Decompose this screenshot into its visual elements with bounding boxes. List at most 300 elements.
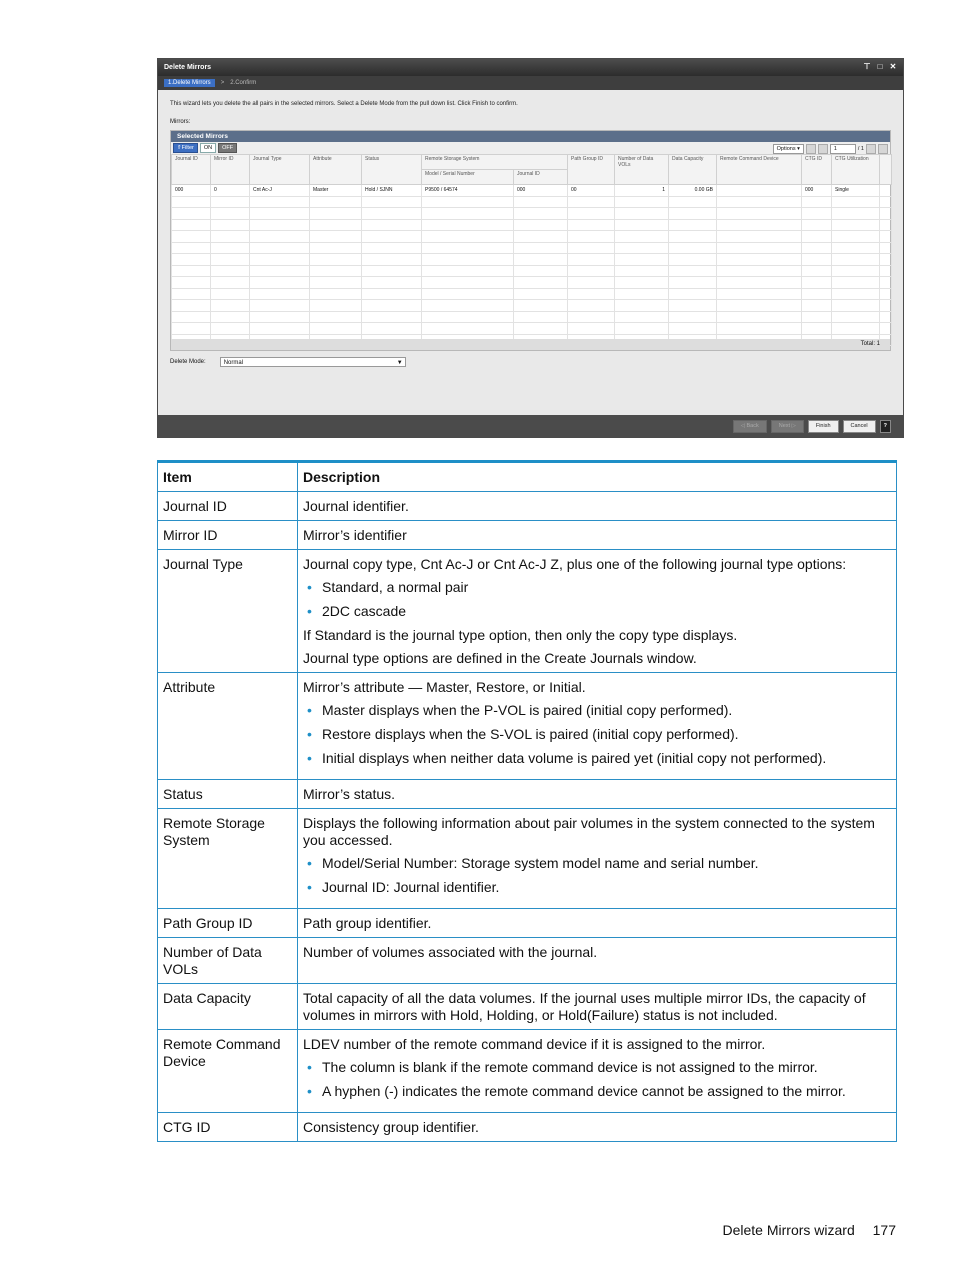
back-button[interactable]: ◁ Back [733, 420, 767, 433]
cell [880, 265, 892, 277]
cell [802, 219, 832, 231]
cell: 0.00 GB [669, 185, 717, 197]
cell [422, 288, 514, 300]
cell [615, 196, 669, 208]
step-confirm: 2.Confirm [230, 80, 257, 86]
cell [250, 277, 310, 289]
cell [568, 300, 615, 312]
cell [514, 265, 568, 277]
cell [880, 311, 892, 323]
list-item: • Journal ID: Journal identifier. [303, 879, 891, 896]
cell [362, 311, 422, 323]
cell [310, 231, 362, 243]
list-item: • Model/Serial Number: Storage system model name and serial number. [303, 855, 891, 872]
cell [362, 196, 422, 208]
cell [362, 277, 422, 289]
cell [250, 288, 310, 300]
description-cell [298, 673, 897, 780]
cell [717, 265, 802, 277]
cell [669, 219, 717, 231]
cell [362, 254, 422, 266]
description-text: Journal identifier. [303, 498, 409, 514]
col-remote-command-device[interactable]: Remote Command Device [717, 155, 802, 185]
cell: 0 [211, 185, 250, 197]
cell [422, 254, 514, 266]
cell [422, 219, 514, 231]
description-text: Journal type options are defined in the Create Journals window. [303, 650, 697, 666]
cell [310, 242, 362, 254]
cell [310, 300, 362, 312]
empty-row [172, 196, 892, 208]
table-row [158, 521, 897, 550]
cell [717, 277, 802, 289]
table-row [158, 492, 897, 521]
item-description-table [157, 460, 897, 1142]
cell [802, 265, 832, 277]
next-page-icon[interactable] [866, 144, 876, 154]
empty-row [172, 265, 892, 277]
wizard-steps [158, 76, 903, 90]
cell [310, 254, 362, 266]
cell [568, 311, 615, 323]
cell [669, 242, 717, 254]
empty-row [172, 208, 892, 220]
description-text: Consistency group identifier. [303, 1119, 479, 1135]
cell [880, 323, 892, 335]
description-text: Journal copy type, Cnt Ac-J or Cnt Ac-J Z, plus one of the following journal type options: [303, 556, 847, 572]
cell [802, 311, 832, 323]
cell [568, 196, 615, 208]
cell [802, 323, 832, 335]
cell [362, 219, 422, 231]
description-text: LDEV number of the remote command device if it is assigned to the mirror. [303, 1036, 766, 1052]
cell [310, 323, 362, 335]
cell [362, 323, 422, 335]
cell [615, 300, 669, 312]
cell [832, 208, 880, 220]
list-item: • Master displays when the P-VOL is paired (initial copy performed). [303, 702, 891, 719]
description-text: If Standard is the journal type option, then only the copy type displays. [303, 627, 738, 643]
delete-mirrors-window [157, 58, 904, 438]
cell [880, 277, 892, 289]
options-button[interactable]: Options ▾ [773, 144, 804, 154]
empty-row [172, 311, 892, 323]
step-delete-mirrors: 1.Delete Mirrors [164, 79, 215, 87]
cell [832, 277, 880, 289]
cell [880, 300, 892, 312]
col-status[interactable]: Status [362, 155, 422, 185]
cell [669, 265, 717, 277]
page-footer [709, 1222, 897, 1238]
list-item: • The column is blank if the remote command device is not assigned to the mirror. [303, 1059, 891, 1076]
cell [717, 185, 802, 197]
description-cell [298, 909, 897, 938]
cell [422, 242, 514, 254]
item-cell: Status [158, 780, 298, 809]
page-number: 177 [872, 1222, 896, 1238]
col-data-capacity[interactable]: Data Capacity [669, 155, 717, 185]
cell [802, 277, 832, 289]
cell [568, 265, 615, 277]
cell [880, 242, 892, 254]
description-cell [298, 938, 897, 984]
cell [832, 323, 880, 335]
cell [514, 208, 568, 220]
empty-row [172, 300, 892, 312]
step-separator: > [220, 80, 225, 86]
cell [802, 231, 832, 243]
item-cell: Journal Type [158, 550, 298, 673]
cell [717, 288, 802, 300]
cell [362, 242, 422, 254]
table-row [158, 550, 897, 673]
bullet-list [303, 702, 891, 767]
cell [669, 254, 717, 266]
cell [514, 231, 568, 243]
cell [362, 208, 422, 220]
description-text: Mirror’s status. [303, 786, 396, 802]
cell [172, 254, 211, 266]
cell [310, 288, 362, 300]
description-cell [298, 780, 897, 809]
bullet-list [303, 1059, 891, 1100]
cell: Hold / SJNN [362, 185, 422, 197]
cell [211, 288, 250, 300]
col-ctg-id[interactable]: CTG ID [802, 155, 832, 185]
cell [832, 254, 880, 266]
finish-button[interactable]: Finish [808, 420, 839, 433]
table-row [158, 780, 897, 809]
cell: 000 [172, 185, 211, 197]
page-total: / 1 [857, 146, 864, 152]
cell [514, 242, 568, 254]
cell [172, 208, 211, 220]
col-path-group-id[interactable]: Path Group ID [568, 155, 615, 185]
cell [250, 311, 310, 323]
item-cell: Mirror ID [158, 521, 298, 550]
col-attribute[interactable]: Attribute [310, 155, 362, 185]
cell [669, 323, 717, 335]
cell [802, 288, 832, 300]
cell [832, 231, 880, 243]
cell [568, 288, 615, 300]
cell: Single [832, 185, 880, 197]
description-cell [298, 550, 897, 673]
cell [172, 219, 211, 231]
cell [250, 323, 310, 335]
cell [514, 311, 568, 323]
help-button[interactable]: ? [880, 420, 891, 433]
window-titlebar [158, 59, 903, 76]
cell [172, 196, 211, 208]
col-remote-storage-system: Remote Storage System [422, 155, 568, 170]
cell [615, 219, 669, 231]
cell [250, 300, 310, 312]
cell: P9500 / 64574 [422, 185, 514, 197]
list-item: • A hyphen (-) indicates the remote command device cannot be assigned to the mirror. [303, 1083, 891, 1100]
cell: 000 [802, 185, 832, 197]
cell [211, 219, 250, 231]
cell [362, 231, 422, 243]
cell [422, 311, 514, 323]
description-cell [298, 1030, 897, 1113]
cell [615, 311, 669, 323]
cell [514, 277, 568, 289]
item-cell: Attribute [158, 673, 298, 780]
empty-rows [172, 196, 892, 346]
cell [802, 254, 832, 266]
cell [669, 231, 717, 243]
cell [211, 323, 250, 335]
table-row [158, 909, 897, 938]
cell [880, 254, 892, 266]
cell [802, 300, 832, 312]
filter-on-toggle[interactable]: ON [200, 143, 216, 153]
item-cell: CTG ID [158, 1113, 298, 1142]
cell [717, 254, 802, 266]
cell [832, 242, 880, 254]
col-journal-id[interactable]: Journal ID [172, 155, 211, 185]
description-cell [298, 521, 897, 550]
cell [422, 231, 514, 243]
cell [422, 300, 514, 312]
cell [880, 231, 892, 243]
cell [568, 242, 615, 254]
page-input[interactable]: 1 [830, 144, 856, 154]
close-icon[interactable]: ✕ [889, 62, 897, 71]
description-text: Mirror’s attribute — Master, Restore, or Initial. [303, 679, 586, 695]
cell [422, 277, 514, 289]
delete-mode-label: Delete Mode: [170, 359, 206, 365]
bullet-list [303, 579, 891, 620]
cell [211, 208, 250, 220]
cell [310, 219, 362, 231]
cell [669, 288, 717, 300]
list-item: • 2DC cascade [303, 603, 891, 620]
cell [568, 323, 615, 335]
table-row [158, 809, 897, 909]
cell [310, 277, 362, 289]
cell [717, 219, 802, 231]
cell [422, 208, 514, 220]
last-page-icon[interactable] [878, 144, 888, 154]
cell [717, 311, 802, 323]
cell [615, 323, 669, 335]
col-mirror-id[interactable]: Mirror ID [211, 155, 250, 185]
cell [250, 208, 310, 220]
delete-mode-value: Normal [223, 360, 244, 366]
cell [211, 265, 250, 277]
cell [514, 219, 568, 231]
cell [832, 196, 880, 208]
cell [514, 196, 568, 208]
cell [514, 254, 568, 266]
cell [615, 208, 669, 220]
cell [568, 231, 615, 243]
cell [568, 208, 615, 220]
cell [250, 219, 310, 231]
col-number-of-data-vols[interactable]: Number of Data VOLs [615, 155, 669, 185]
cell [832, 311, 880, 323]
col-journal-type[interactable]: Journal Type [250, 155, 310, 185]
description-cell [298, 1113, 897, 1142]
cell [172, 277, 211, 289]
cell [615, 288, 669, 300]
cell [669, 311, 717, 323]
cell [615, 242, 669, 254]
bullet-list [303, 855, 891, 896]
description-cell [298, 984, 897, 1030]
chevron-down-icon: ▼ [396, 360, 403, 366]
cell [172, 323, 211, 335]
description-header: Description [298, 462, 897, 492]
table-row [158, 1030, 897, 1113]
cell [880, 219, 892, 231]
cell [172, 231, 211, 243]
delete-mode-select[interactable] [220, 357, 406, 367]
cell [615, 265, 669, 277]
description-cell [298, 809, 897, 909]
mirrors-grid [171, 154, 892, 346]
item-cell: Number of Data VOLs [158, 938, 298, 984]
description-text: Number of volumes associated with the journal. [303, 944, 598, 960]
list-item: • Initial displays when neither data volume is paired yet (initial copy not performed). [303, 750, 891, 767]
item-cell: Remote Command Device [158, 1030, 298, 1113]
cell [802, 196, 832, 208]
table-row [158, 673, 897, 780]
empty-row [172, 219, 892, 231]
cell [211, 300, 250, 312]
description-text: Path group identifier. [303, 915, 432, 931]
cell [514, 288, 568, 300]
cell [422, 265, 514, 277]
cell [362, 300, 422, 312]
item-cell: Path Group ID [158, 909, 298, 938]
pager [773, 144, 888, 154]
cell [669, 196, 717, 208]
empty-row [172, 277, 892, 289]
cell [717, 300, 802, 312]
cell [172, 311, 211, 323]
cell [250, 231, 310, 243]
cell: Cnt Ac-J [250, 185, 310, 197]
empty-row [172, 323, 892, 335]
cell [615, 231, 669, 243]
item-cell: Data Capacity [158, 984, 298, 1030]
cell [880, 288, 892, 300]
total-count: Total: 1 [171, 339, 890, 350]
cell [832, 265, 880, 277]
filter-off-toggle[interactable]: OFF [218, 143, 237, 153]
table-row [158, 984, 897, 1030]
col-scroll [880, 155, 892, 185]
wizard-description: This wizard lets you delete the all pairs in the selected mirrors. Select a Delete Mode from the pull down list. Click Finish to confirm. [170, 101, 518, 107]
cell [422, 323, 514, 335]
empty-row [172, 288, 892, 300]
cell [211, 242, 250, 254]
pin-icon[interactable]: ⊤ [863, 62, 871, 71]
cell [362, 265, 422, 277]
cell [880, 196, 892, 208]
footer-section: Delete Mirrors wizard [722, 1222, 855, 1238]
cell [568, 254, 615, 266]
list-item: • Restore displays when the S-VOL is paired (initial copy performed). [303, 726, 891, 743]
cell [832, 288, 880, 300]
item-cell: Remote Storage System [158, 809, 298, 909]
cell [717, 242, 802, 254]
col-remote-journal-id[interactable]: Journal ID [514, 170, 568, 185]
cell: 000 [514, 185, 568, 197]
cell [717, 196, 802, 208]
prev-page-icon[interactable] [818, 144, 828, 154]
cell [211, 231, 250, 243]
description-text: Mirror’s identifier [303, 527, 407, 543]
cell [615, 254, 669, 266]
cell [669, 277, 717, 289]
cell [172, 300, 211, 312]
cell [832, 219, 880, 231]
selected-mirrors-panel [170, 130, 891, 351]
cell [250, 265, 310, 277]
cell [880, 208, 892, 220]
cell [250, 242, 310, 254]
cell [880, 185, 892, 197]
cell [250, 254, 310, 266]
cell [172, 288, 211, 300]
description-text: Total capacity of all the data volumes. If the journal uses multiple mirror IDs, the capacity of volumes in mirrors with Hold, Holding, or Hold(Failure) status is not included. [303, 990, 866, 1023]
empty-row [172, 254, 892, 266]
window-title: Delete Mirrors [164, 64, 212, 71]
list-item: • Standard, a normal pair [303, 579, 891, 596]
cell [802, 208, 832, 220]
cell [310, 265, 362, 277]
cell [211, 311, 250, 323]
cell [211, 196, 250, 208]
empty-row [172, 242, 892, 254]
cell [362, 288, 422, 300]
cell [568, 219, 615, 231]
cell [717, 231, 802, 243]
cancel-button[interactable]: Cancel [843, 420, 876, 433]
table-row [158, 938, 897, 984]
delete-mode-row [170, 357, 406, 367]
cell [211, 277, 250, 289]
cell [514, 323, 568, 335]
cell [717, 208, 802, 220]
cell [514, 300, 568, 312]
filter-button[interactable]: ⇑Filter [173, 143, 198, 153]
cell [250, 196, 310, 208]
first-page-icon[interactable] [806, 144, 816, 154]
table-toolbar [171, 142, 890, 154]
next-button[interactable]: Next ▷ [771, 420, 804, 433]
cell [615, 277, 669, 289]
maximize-icon[interactable]: □ [877, 62, 883, 71]
cell [832, 300, 880, 312]
item-header: Item [158, 462, 298, 492]
col-ctg-utilization[interactable]: CTG Utilization [832, 155, 880, 185]
item-cell: Journal ID [158, 492, 298, 521]
cell: 1 [615, 185, 669, 197]
table-row [158, 1113, 897, 1142]
cell: Master [310, 185, 362, 197]
table-row[interactable] [172, 185, 892, 197]
empty-row [172, 231, 892, 243]
cell [669, 208, 717, 220]
cell [802, 242, 832, 254]
col-model-serial[interactable]: Model / Serial Number [422, 170, 514, 185]
description-cell [298, 492, 897, 521]
